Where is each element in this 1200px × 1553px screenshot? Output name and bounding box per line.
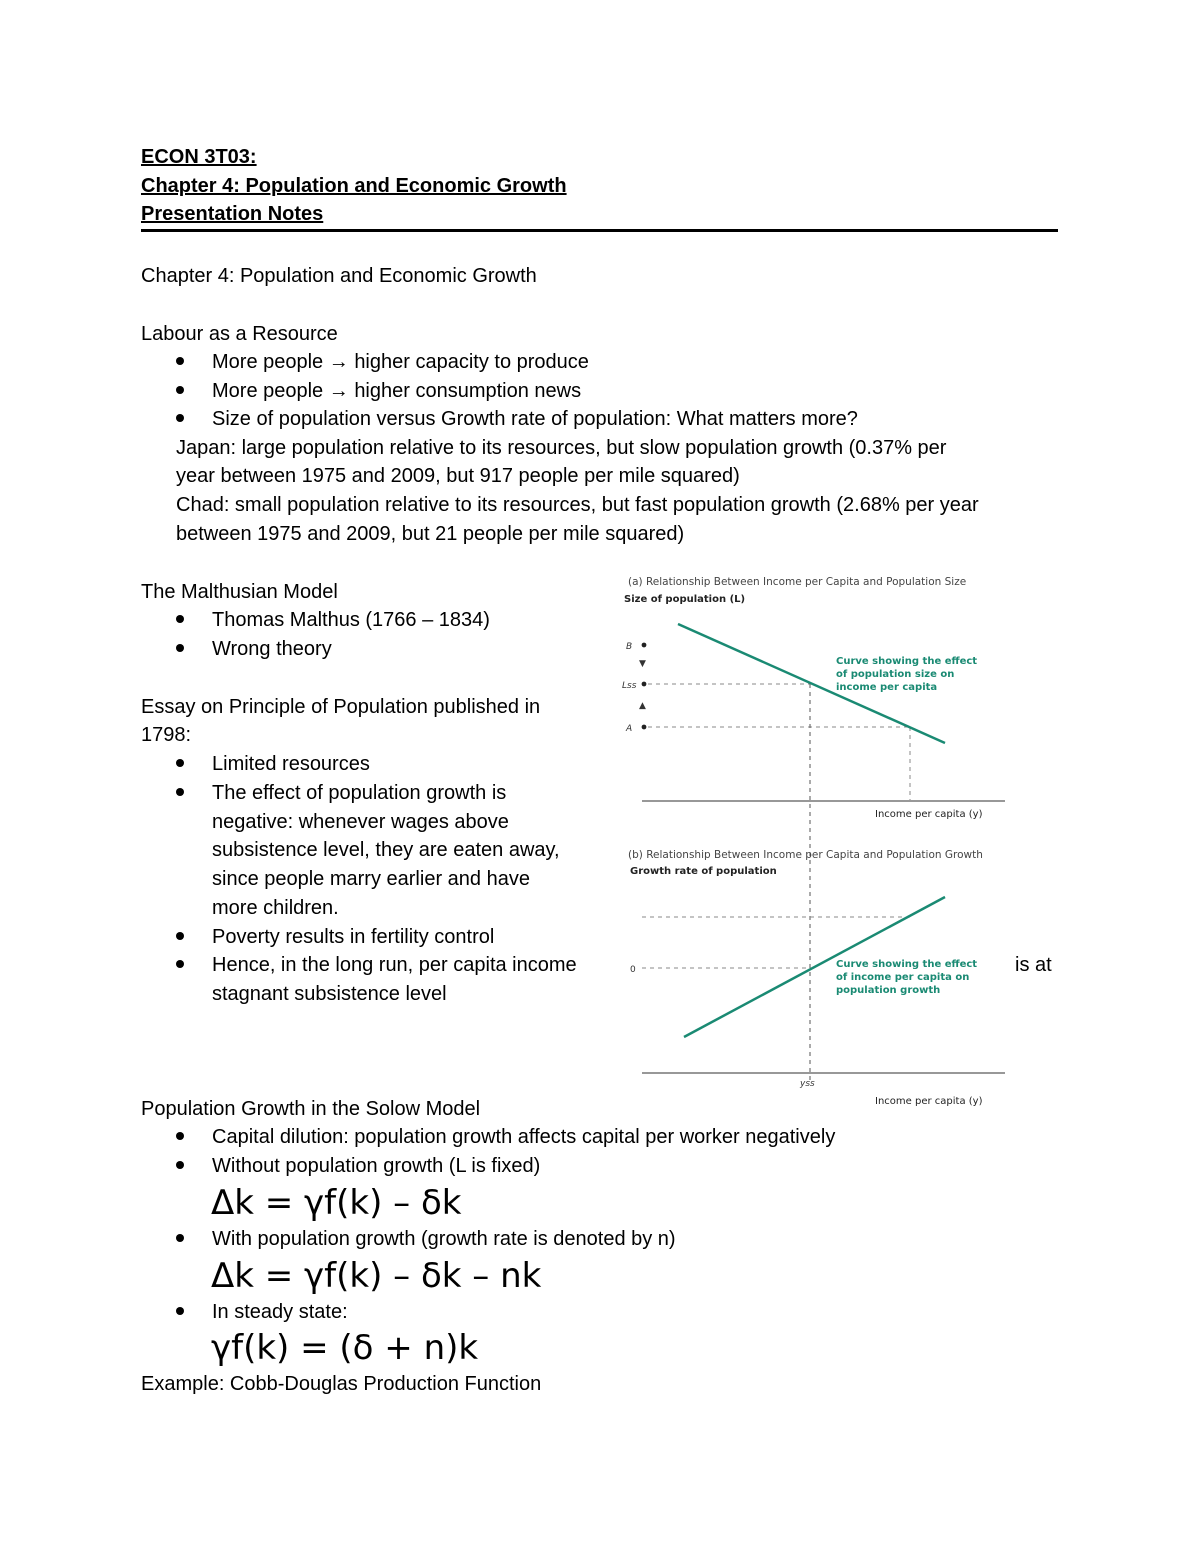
bullet-icon bbox=[176, 932, 184, 940]
intro-title: Chapter 4: Population and Economic Growth bbox=[141, 265, 537, 287]
panel-a-xlabel: Income per capita (y) bbox=[875, 809, 983, 820]
bullet-icon bbox=[176, 615, 184, 623]
malthus-section-title: The Malthusian Model bbox=[141, 581, 338, 603]
labour-bullet-1-text: More people bbox=[212, 351, 324, 373]
right-arrow-icon: → bbox=[328, 380, 349, 402]
essay-title-line-2: 1798: bbox=[141, 724, 192, 746]
steady-state-equation: γf(k) = (δ + n)k bbox=[211, 1328, 479, 1368]
solow-section-title: Population Growth in the Solow Model bbox=[141, 1098, 481, 1120]
equation-without-growth: Δk = γf(k) – δk bbox=[211, 1183, 462, 1223]
panel-b-curve-label-1: Curve showing the effect bbox=[836, 959, 978, 970]
labour-bullet-3: Size of population versus Growth rate of population: What matters more? bbox=[212, 408, 858, 430]
arrow-down-icon: ▼ bbox=[639, 659, 646, 669]
labour-section-title: Labour as a Resource bbox=[141, 323, 338, 345]
bullet-icon bbox=[176, 357, 184, 365]
malthus-bullet-1: Thomas Malthus (1766 – 1834) bbox=[212, 609, 490, 631]
point-Lss bbox=[642, 682, 647, 687]
arrow-up-icon: ▲ bbox=[639, 701, 646, 711]
panel-a-curve-label-2: of population size on bbox=[836, 669, 955, 680]
bullet-icon bbox=[176, 386, 184, 394]
chapter-heading: Chapter 4: Population and Economic Growth bbox=[141, 175, 567, 197]
essay-bullet-2-line-2: negative: whenever wages above bbox=[212, 811, 509, 833]
japan-line-1: Japan: large population relative to its resources, but slow population growth (0.37% per bbox=[176, 437, 947, 459]
essay-bullet-2-line-5: more children. bbox=[212, 897, 339, 919]
essay-bullet-2-line-1: The effect of population growth is bbox=[212, 782, 507, 804]
malthus-figure bbox=[620, 570, 1010, 1110]
point-A bbox=[642, 725, 647, 730]
essay-bullet-2-line-3: subsistence level, they are eaten away, bbox=[212, 839, 560, 861]
panel-a-B-label: B bbox=[626, 642, 633, 652]
essay-bullet-4-line-2: stagnant subsistence level bbox=[212, 983, 447, 1005]
essay-bullet-1: Limited resources bbox=[212, 753, 370, 775]
course-code: ECON 3T03: bbox=[141, 146, 257, 168]
bullet-icon bbox=[176, 1307, 184, 1315]
bullet-icon bbox=[176, 414, 184, 422]
labour-bullet-1 bbox=[212, 348, 589, 376]
bullet-icon bbox=[176, 1161, 184, 1169]
malthus-bullet-2: Wrong theory bbox=[212, 638, 332, 660]
chad-line-2: between 1975 and 2009, but 21 people per mile squared) bbox=[176, 523, 685, 545]
bullet-icon bbox=[176, 1132, 184, 1140]
panel-a-Lss-label: Lss bbox=[622, 681, 637, 691]
japan-line-2: year between 1975 and 2009, but 917 people per mile squared) bbox=[176, 465, 740, 487]
panel-b-xlabel: Income per capita (y) bbox=[875, 1096, 983, 1107]
essay-title-line-1: Essay on Principle of Population published in bbox=[141, 696, 541, 718]
panel-b-yss-label: yss bbox=[800, 1079, 815, 1089]
right-arrow-icon: → bbox=[328, 351, 349, 373]
point-B bbox=[642, 643, 647, 648]
labour-bullet-2 bbox=[212, 377, 581, 405]
bullet-icon bbox=[176, 759, 184, 767]
essay-bullet-3: Poverty results in fertility control bbox=[212, 926, 495, 948]
solow-bullet-3: With population growth (growth rate is denoted by n) bbox=[212, 1228, 676, 1250]
panel-a-curve-label-3: income per capita bbox=[836, 682, 938, 693]
panel-a-curve-label-1: Curve showing the effect bbox=[836, 656, 978, 667]
panel-b-title: (b) Relationship Between Income per Capita and Population Growth bbox=[628, 849, 983, 861]
essay-bullet-2-line-4: since people marry earlier and have bbox=[212, 868, 530, 890]
equation-with-growth: Δk = γf(k) – δk – nk bbox=[211, 1256, 542, 1296]
panel-a-title: (a) Relationship Between Income per Capita and Population Size bbox=[628, 576, 967, 588]
panel-a-ylabel: Size of population (L) bbox=[624, 594, 746, 605]
essay-bullet-4-tail: is at bbox=[1015, 954, 1052, 976]
solow-bullet-2: Without population growth (L is fixed) bbox=[212, 1155, 541, 1177]
bullet-icon bbox=[176, 1234, 184, 1242]
document-subtitle: Presentation Notes bbox=[141, 203, 324, 225]
essay-bullet-4-line-1: Hence, in the long run, per capita income bbox=[212, 954, 577, 976]
panel-b-curve-label-2: of income per capita on bbox=[836, 972, 970, 983]
labour-bullet-2-text: More people bbox=[212, 380, 324, 402]
chad-line-1: Chad: small population relative to its resources, but fast population growth (2.68% per year bbox=[176, 494, 979, 516]
solow-bullet-1: Capital dilution: population growth affects capital per worker negatively bbox=[212, 1126, 836, 1148]
figure-background bbox=[620, 570, 1010, 1110]
panel-b-curve-label-3: population growth bbox=[836, 985, 941, 996]
header-rule bbox=[141, 229, 1058, 232]
bullet-icon bbox=[176, 788, 184, 796]
labour-bullet-2-result: higher consumption news bbox=[354, 380, 582, 402]
bullet-icon bbox=[176, 644, 184, 652]
panel-b-ylabel: Growth rate of population bbox=[630, 866, 777, 877]
cobb-douglas-example: Example: Cobb-Douglas Production Function bbox=[141, 1373, 542, 1395]
bullet-icon bbox=[176, 960, 184, 968]
solow-bullet-4: In steady state: bbox=[212, 1301, 348, 1323]
panel-b-zero-label: 0 bbox=[630, 965, 636, 975]
labour-bullet-1-result: higher capacity to produce bbox=[354, 351, 589, 373]
panel-a-A-label: A bbox=[626, 724, 633, 734]
